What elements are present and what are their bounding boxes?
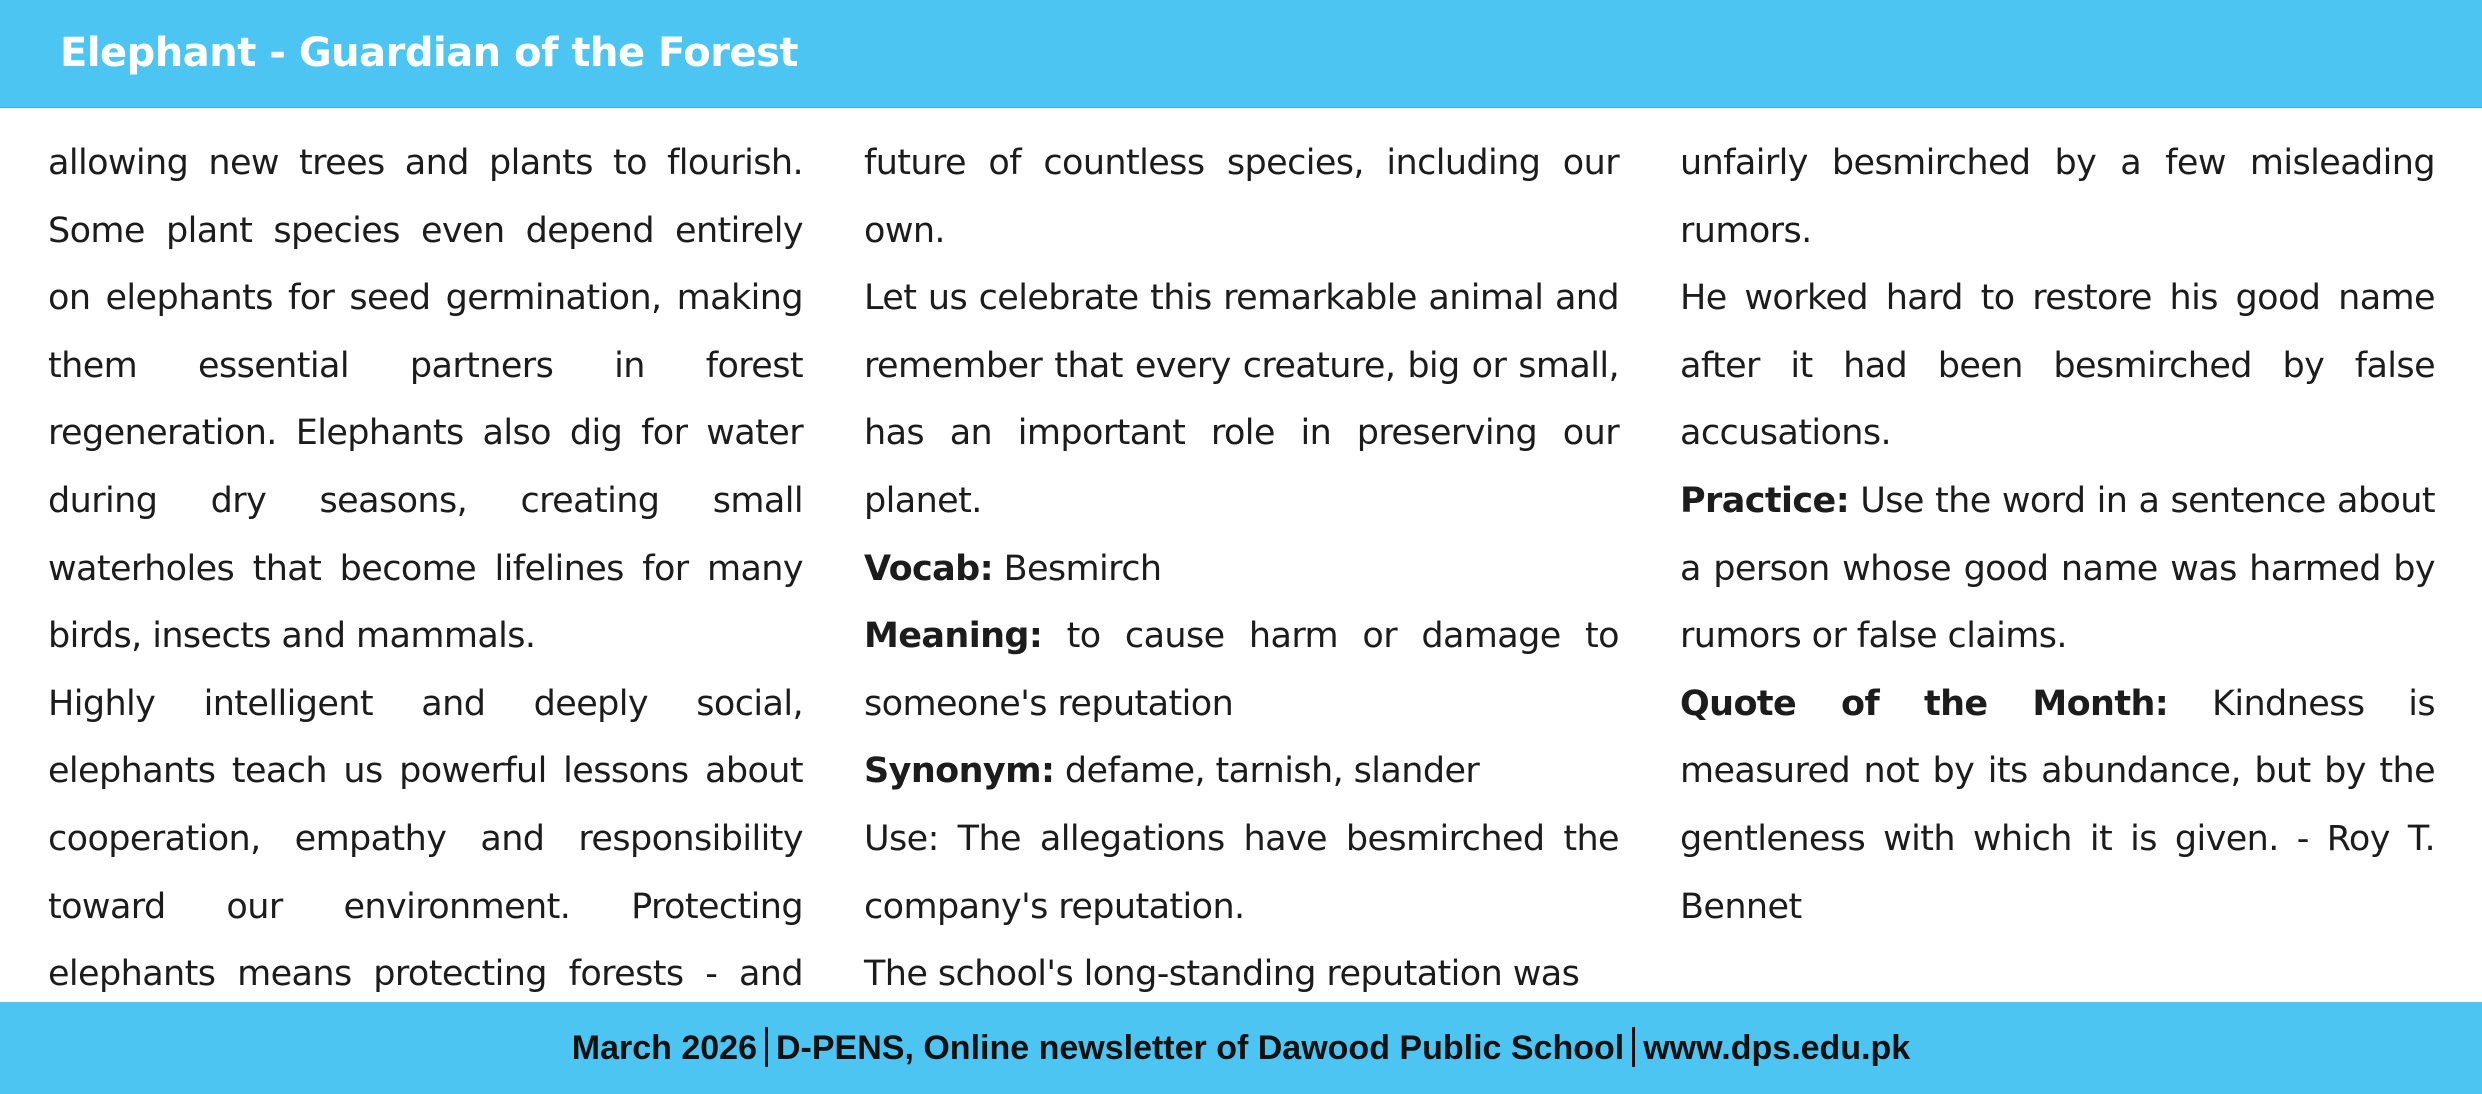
paragraph-intelligence: Highly intelligent and deeply social, elephants teach us powerful lessons about cooperation, empathy and responsibility toward our environment. Protecting elephants means protecting forests - and <box>48 683 803 995</box>
footer-website-link[interactable]: www.dps.edu.pk <box>1643 1029 1911 1067</box>
synonym-text: defame, tarnish, slander <box>1064 751 1480 792</box>
footer-bar <box>0 1002 2482 1094</box>
practice-entry <box>1680 468 2435 671</box>
quote-label: Quote of the Month: <box>1680 683 2169 724</box>
quote-text: Kindness is measured not by its abundance, but by the gentleness with which it is given. - Roy T. Bennet <box>1680 683 2436 927</box>
practice-text: Use the word in a sentence about a person whose good name was harmed by rumors or false claims. <box>1680 480 2435 657</box>
header-bar <box>0 0 2482 108</box>
synonym-label: Synonym: <box>864 751 1055 792</box>
column-2 <box>864 130 1619 1000</box>
meaning-label: Meaning: <box>864 616 1043 657</box>
vocab-label: Vocab: <box>864 548 994 589</box>
vocab-word: Besmirch <box>1003 548 1162 589</box>
quote-entry <box>1680 671 2435 941</box>
column-3 <box>1680 130 2435 1000</box>
article-columns <box>0 130 2482 1000</box>
footer-publication: D-PENS, Online newsletter of Dawood Public School <box>776 1029 1625 1067</box>
paragraph-future-species: future of countless species, including our own. <box>864 143 1619 251</box>
example-sentence-2: He worked hard to restore his good name after it had been besmirched by false accusations. <box>1680 278 2435 454</box>
paragraph-celebrate: Let us celebrate this remarkable animal and remember that every creature, big or small, has an important role in preserving our planet. <box>864 278 1619 521</box>
synonym-entry <box>864 738 1619 806</box>
footer-text <box>0 1024 2482 1072</box>
footer-date: March 2026 <box>571 1029 757 1067</box>
paragraph-forest-regeneration: allowing new trees and plants to flourish. Some plant species even depend entirely on elephants for seed germination, making them essential partners in forest regeneration. Elephants also dig for water during dry seasons, creating small waterholes that become lifelines for many birds, insects and mammals. <box>48 143 803 657</box>
example-sentence-end: unfairly besmirched by a few misleading rumors. <box>1680 143 2435 251</box>
meaning-text: to cause harm or damage to someone's reputation <box>864 616 1619 724</box>
vocab-entry <box>864 536 1619 604</box>
use-example: Use: The allegations have besmirched the company's reputation. <box>864 818 1619 927</box>
meaning-entry <box>864 603 1619 738</box>
page-title: Elephant - Guardian of the Forest <box>60 30 799 76</box>
practice-label: Practice: <box>1680 480 1850 521</box>
column-1 <box>48 130 803 1000</box>
example-sentence-start: The school's long-standing reputation was <box>864 954 1580 995</box>
footer-separator <box>765 1027 768 1067</box>
footer-separator <box>1632 1027 1635 1067</box>
